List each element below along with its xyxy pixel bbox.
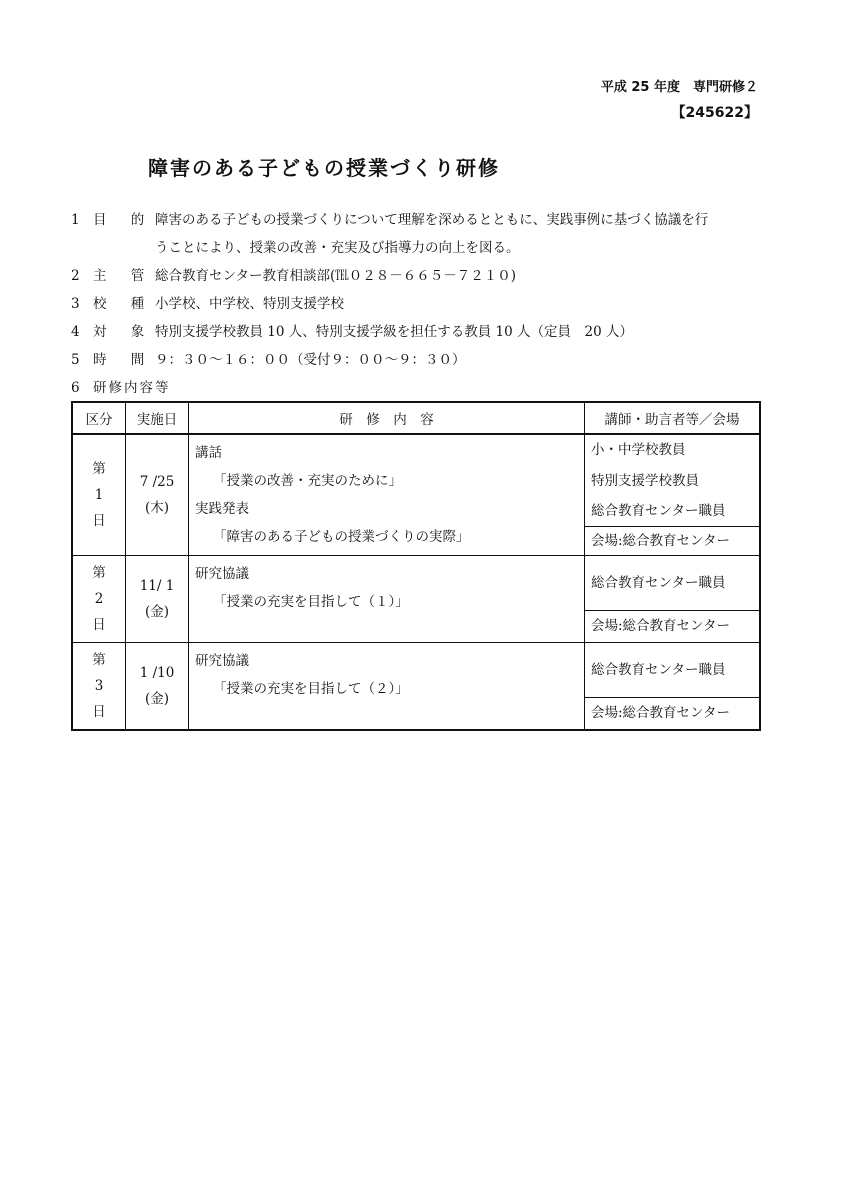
item-value: ９：３０～１６：００（受付９：００～９：３０） — [155, 352, 466, 368]
table-row — [72, 434, 760, 465]
item-number: 4 — [71, 324, 80, 340]
item-number: 5 — [71, 352, 80, 368]
item-number: 1 — [71, 212, 80, 228]
outline-item-purpose-continued: うことにより、授業の改善・充実及び指導力の向上を図る。 — [155, 240, 520, 256]
outline-item-contents — [71, 374, 791, 402]
item-number: 2 — [71, 268, 80, 284]
date-cell: 11/ 1 (金) — [126, 556, 189, 643]
item-value: 総合教育センター教育相談部(℡０２８－６６５－７２１０) — [155, 268, 516, 284]
lecturer-cell: 総合教育センター職員 — [585, 496, 761, 527]
item-label: 対 象 — [93, 324, 155, 340]
lecturer-cell: 小・中学校教員 — [585, 434, 761, 465]
item-label: 研修内容等 — [93, 380, 171, 396]
content-cell: 講話 「授業の改善・充実のために」 実践発表 「障害のある子どもの授業づくりの実際」 — [189, 434, 585, 556]
table-row — [72, 643, 760, 698]
header-content: 研 修 内 容 — [189, 402, 585, 434]
item-number: 6 — [71, 380, 80, 396]
header-division: 区分 — [72, 402, 126, 434]
item-value: 障害のある子どもの授業づくりについて理解を深めるとともに、実践事例に基づく協議を行 — [155, 212, 709, 228]
outline-item-target — [71, 318, 791, 346]
course-code: 【245622】 — [671, 105, 758, 121]
year-course-label: 平成 25 年度 専門研修２ — [600, 80, 758, 95]
lecturer-cell: 総合教育センター職員 — [585, 643, 761, 698]
item-label: 時 間 — [93, 352, 155, 368]
content-cell: 研究協議 「授業の充実を目指して（２）」 — [189, 643, 585, 731]
outline-list — [71, 206, 791, 402]
item-value: 特別支援学校教員 10 人、特別支援学級を担任する教員 10 人（定員 20 人） — [155, 324, 633, 340]
lecturer-cell: 特別支援学校教員 — [585, 465, 761, 495]
item-number: 3 — [71, 296, 80, 312]
date-cell: 7 /25 (木) — [126, 434, 189, 556]
table-header-row — [72, 402, 760, 434]
outline-item-school-type — [71, 290, 791, 318]
venue-cell: 会場:総合教育センター — [585, 697, 761, 730]
header-lecturer: 講師・助言者等／会場 — [585, 402, 761, 434]
outline-item-time — [71, 346, 791, 374]
table-row — [72, 556, 760, 611]
lecturer-cell: 総合教育センター職員 — [585, 556, 761, 611]
day-cell: 第 2 日 — [72, 556, 126, 643]
item-label: 目 的 — [93, 212, 155, 228]
day-cell: 第 1 日 — [72, 434, 126, 556]
venue-cell: 会場:総合教育センター — [585, 527, 761, 556]
date-cell: 1 /10 (金) — [126, 643, 189, 731]
item-label: 校 種 — [93, 296, 155, 312]
content-cell: 研究協議 「授業の充実を目指して（１）」 — [189, 556, 585, 643]
outline-item-organizer — [71, 262, 791, 290]
outline-item-purpose — [71, 206, 791, 234]
item-label: 主 管 — [93, 268, 155, 284]
item-value: 小学校、中学校、特別支援学校 — [155, 296, 344, 312]
venue-cell: 会場:総合教育センター — [585, 610, 761, 642]
schedule-table — [71, 401, 761, 731]
day-cell: 第 3 日 — [72, 643, 126, 731]
page-title: 障害のある子どもの授業づくり研修 — [148, 156, 500, 180]
header-date: 実施日 — [126, 402, 189, 434]
